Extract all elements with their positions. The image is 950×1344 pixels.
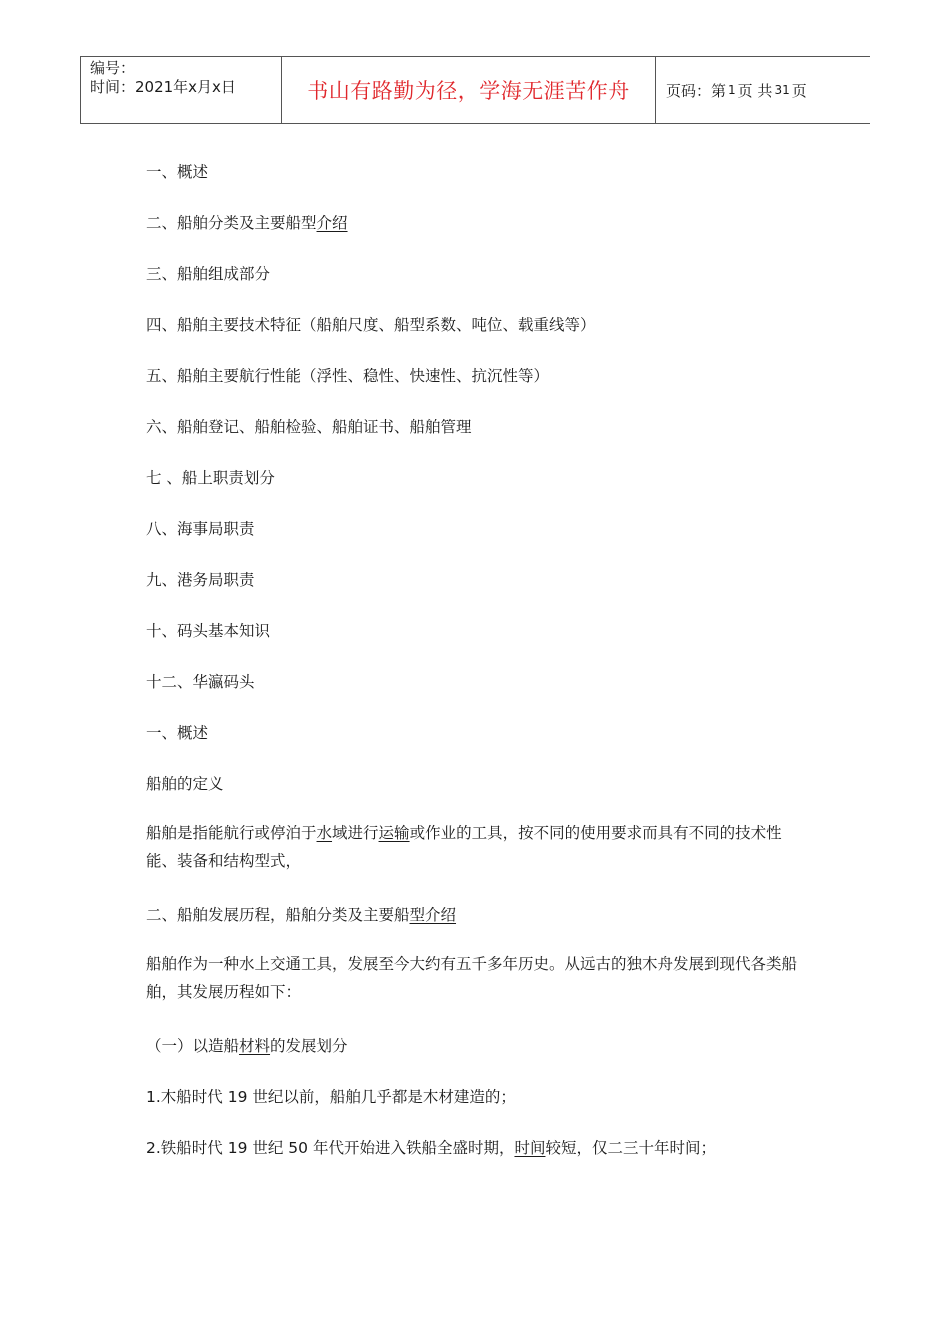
motto: 书山有路勤为径，学海无涯苦作舟 [307, 79, 630, 103]
text-run: 2.铁船时代 19 世纪 50 年代开始进入铁船全盛时期， [146, 1139, 515, 1157]
link-water[interactable]: 水 [316, 824, 333, 842]
toc-item: 六、船舶登记、船舶检验、船舶证书、船舶管理 [146, 418, 472, 436]
paragraph-history: 船舶作为一种水上交通工具，发展至今大约有五千多年历史。从远古的独木舟发展到现代各类船舶，其发展历程如下： [146, 955, 798, 1001]
link-material[interactable]: 材料 [239, 1037, 271, 1055]
header-motto-cell [282, 57, 656, 123]
header-meta-cell [81, 57, 282, 123]
text-run: （一）以造船 [146, 1037, 240, 1055]
toc-item: 三、船舶组成部分 [146, 265, 271, 283]
text-run: 的发展划分 [270, 1037, 348, 1055]
link-intro[interactable]: 介绍 [316, 214, 348, 232]
subsection-title: 船舶的定义 [146, 775, 224, 793]
toc-item: 四、船舶主要技术特征（船舶尺度、船型系数、吨位、载重线等） [146, 316, 596, 334]
paragraph-ship-definition [146, 819, 806, 875]
toc-item: 八、海事局职责 [146, 520, 255, 538]
text-run: 船舶是指能航行或停泊于 [146, 824, 317, 842]
page-total: 31 [774, 83, 790, 97]
toc-item-text: 二、船舶分类及主要船型 [146, 214, 317, 232]
text-run: 或作业的工具，按不同的使用要求而具有不同的技术性能、装备和结构型式， [146, 824, 782, 870]
text-run: 域进行 [332, 824, 379, 842]
list-item: 1.木船时代 19 世纪以前，船舶几乎都是木材建造的； [146, 1088, 516, 1106]
link-ship-types[interactable]: 型介绍 [409, 906, 457, 924]
toc-item: 十、码头基本知识 [146, 622, 271, 640]
link-time[interactable]: 时间 [514, 1139, 546, 1157]
text-run: 较短，仅二三十年时间； [545, 1139, 716, 1157]
page-prefix: 页码：第 [666, 81, 727, 100]
subsection-title [146, 1034, 348, 1056]
page-indicator [656, 57, 870, 123]
toc-item: 九、港务局职责 [146, 571, 255, 589]
toc-item: 七 、船上职责划分 [146, 469, 275, 487]
page-mid: 页 共 [737, 81, 773, 100]
section-title [146, 903, 456, 925]
section-title: 一、概述 [146, 724, 209, 742]
document-header [80, 56, 870, 124]
number-label: 编号： [90, 59, 136, 77]
text-run: 二、船舶发展历程，船舶分类及主要船 [146, 906, 410, 924]
link-transport[interactable]: 运输 [378, 824, 410, 842]
list-item [146, 1136, 716, 1158]
time-label: 时间：2021年x月x日 [90, 78, 236, 96]
page-suffix: 页 [791, 81, 807, 100]
toc-item: 一、概述 [146, 163, 209, 181]
toc-item [146, 211, 348, 233]
toc-item: 五、船舶主要航行性能（浮性、稳性、快速性、抗沉性等） [146, 367, 550, 385]
toc-item: 十二、华瀛码头 [146, 673, 255, 691]
page-current: 1 [728, 83, 736, 97]
